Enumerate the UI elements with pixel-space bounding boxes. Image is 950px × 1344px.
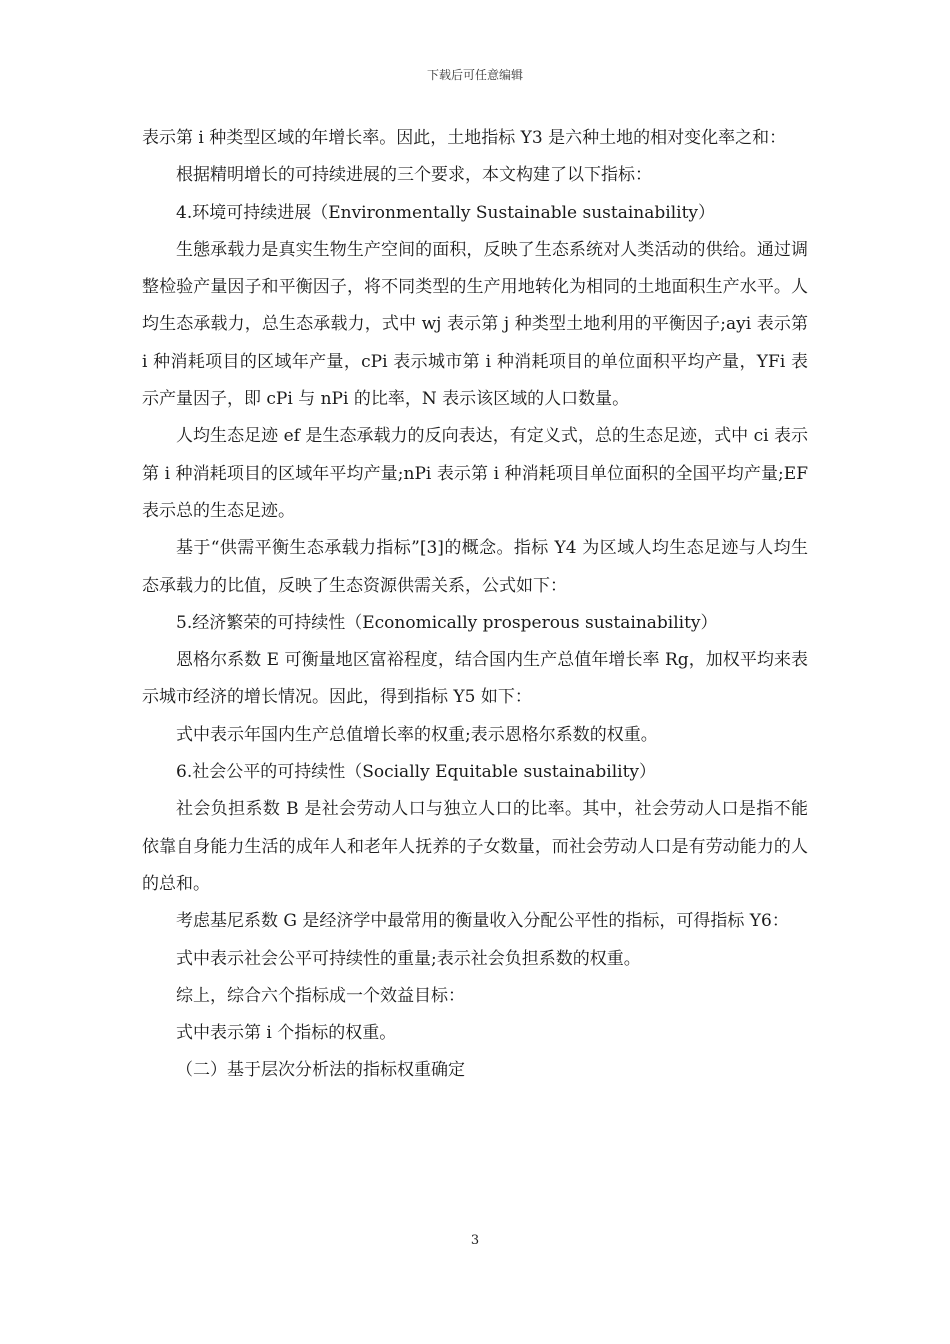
paragraph: 恩格尔系数 E 可衡量地区富裕程度，结合国内生产总值年增长率 Rg，加权平均来表示城市经济的增长情况。因此，得到指标 Y5 如下：	[142, 650, 808, 708]
paragraph: 基于“供需平衡生态承载力指标”[3]的概念。指标 Y4 为区域人均生态足迹与人均生态承载力的比值，反映了生态资源供需关系，公式如下：	[142, 538, 808, 596]
section-heading: 5.经济繁荣的可持续性（Economically prosperous sustainability）	[176, 612, 718, 633]
page-number: 3	[470, 1233, 480, 1248]
paragraph: 综上，综合六个指标成一个效益目标：	[176, 985, 465, 1006]
paragraph: 社会负担系数 B 是社会劳动人口与独立人口的比率。其中，社会劳动人口是指不能依靠自身能力生活的成年人和老年人抚养的子女数量，而社会劳动人口是有劳动能力的人的总和。	[142, 799, 808, 894]
section-heading: 6.社会公平的可持续性（Socially Equitable sustainability）	[176, 762, 657, 783]
paragraph: 式中表示年国内生产总值增长率的权重;表示恩格尔系数的权重。	[176, 724, 658, 745]
section-heading: （二）基于层次分析法的指标权重确定	[176, 1060, 465, 1081]
page-header: 下载后可任意编辑	[426, 68, 523, 82]
paragraph: 根据精明增长的可持续进展的三个要求，本文构建了以下指标：	[176, 165, 652, 186]
paragraph: 式中表示社会公平可持续性的重量;表示社会负担系数的权重。	[176, 948, 641, 969]
document-body	[142, 120, 808, 1090]
section-heading: 4.环境可持续进展（Environmentally Sustainable sustainability）	[176, 202, 716, 223]
paragraph: 表示第 i 种类型区域的年增长率。因此，土地指标 Y3 是六种土地的相对变化率之和：	[142, 128, 787, 148]
paragraph: 考虑基尼系数 G 是经济学中最常用的衡量收入分配公平性的指标，可得指标 Y6：	[176, 911, 789, 932]
paragraph: 生態承载力是真实生物生产空间的面积，反映了生态系统对人类活动的供给。通过调整检验产量因子和平衡因子，将不同类型的生产用地转化为相同的土地面积生产水平。人均生态承载力，总生态承载力，式中 wj 表示第 j 种类型土地利用的平衡因子;ayi 表示第 i 种消耗项目的区域年产量，cPi 表示城市第 i 种消耗项目的单位面积平均产量，YFi 表示产量因子，即 cPi 与 nPi 的比率，N 表示该区域的人口数量。	[142, 239, 808, 410]
paragraph: 式中表示第 i 个指标的权重。	[176, 1023, 397, 1044]
paragraph: 人均生态足迹 ef 是生态承载力的反向表达，有定义式，总的生态足迹，式中 ci 表示第 i 种消耗项目的区域年平均产量;nPi 表示第 i 种消耗项目单位面积的全国平均产量;EF 表示总的生态足迹。	[142, 426, 808, 521]
